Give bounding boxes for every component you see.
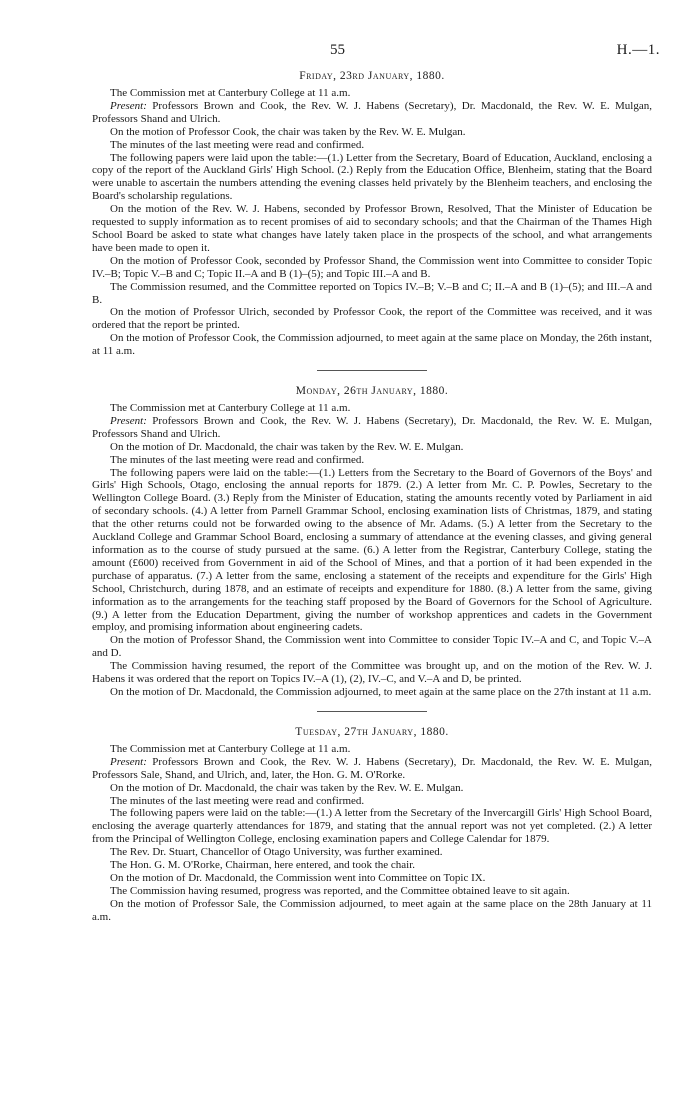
minutes-paragraph	[92, 415, 652, 441]
minutes-paragraph	[92, 885, 652, 898]
paragraph-text: On the motion of Professor Ulrich, seconded by Professor Cook, the report of the Committee was received, and it was ordered that the report be printed.	[92, 306, 652, 332]
paragraph-text: On the motion of Dr. Macdonald, the chair was taken by the Rev. W. E. Mulgan.	[110, 781, 464, 794]
meeting-date-heading: Friday, 23rd January, 1880.	[299, 70, 445, 82]
paragraph-text: Professors Brown and Cook, the Rev. W. J. Habens (Secretary), Dr. Macdonald, the Rev. W. E. Mulgan, Professors Shand and Ulrich.	[92, 99, 652, 125]
paragraph-text: The minutes of the last meeting were read and confirmed.	[110, 138, 365, 151]
minutes-paragraph	[92, 100, 652, 126]
paragraph-text: On the motion of Professor Cook, the Commission adjourned, to meet again at the same place on Monday, the 26th instant, at 11 a.m.	[92, 332, 652, 358]
minutes-body	[92, 70, 652, 924]
paragraph-text: On the motion of Professor Sale, the Commission adjourned, to meet again at the same place on the 28th January at 11 a.m.	[92, 897, 652, 923]
paragraph-text: The Commission met at Canterbury College at 11 a.m.	[110, 87, 351, 99]
paragraph-text: On the motion of Dr. Macdonald, the chair was taken by the Rev. W. E. Mulgan.	[110, 440, 464, 453]
minutes-paragraph	[92, 441, 652, 454]
meeting-section	[92, 726, 652, 924]
page-header	[0, 42, 700, 62]
document-reference: H.—1.	[616, 42, 660, 58]
paragraph-text: On the motion of Professor Cook, seconded by Professor Shand, the Commission went into Committee to consider Topic IV.–B; Topic V.–B and C; Topic II.–A and B (1)–(5); and Topic III.–A and B.	[92, 254, 652, 280]
paragraph-text: On the motion of Dr. Macdonald, the Commission adjourned, to meet again at the same place on the 27th instant at 11 a.m.	[110, 685, 652, 698]
page-number: 55	[330, 42, 345, 58]
minutes-paragraph	[92, 402, 652, 415]
paragraph-text: On the motion of Dr. Macdonald, the Commission went into Committee on Topic IX.	[110, 871, 486, 884]
paragraph-text: The minutes of the last meeting were read and confirmed.	[110, 453, 365, 466]
paragraph-text: The Commission met at Canterbury College at 11 a.m.	[110, 402, 351, 415]
minutes-paragraph	[92, 660, 652, 686]
minutes-paragraph	[92, 872, 652, 885]
paragraph-text: The following papers were laid on the table:—(1.) A letter from the Secretary of the Invercargill Girls' High School Board, enclosing the average quarterly attendances for 1879, and stating that the annual report was not yet completed. (2.) A letter from the Principal of Wellington College, enclosing examination papers and College Calendar for 1879.	[92, 807, 652, 846]
paragraph-text: On the motion of the Rev. W. J. Habens, seconded by Professor Brown, Resolved, That the Minister of Education be requested to supply information as to recent promises of aid to secondary schools; and that the Chairman of the Thames High School Board be asked to state what changes have lately taken place in the prospects of the school, and what arrangements have been made to open it.	[92, 203, 652, 254]
minutes-paragraph	[92, 807, 652, 846]
paragraph-text: The Commission resumed, and the Committee reported on Topics IV.–B; V.–B and C; II.–A and B (1)–(5); and III.–A and B.	[92, 280, 652, 306]
meeting-section	[92, 385, 652, 699]
paragraph-text: On the motion of Professor Shand, the Commission went into Committee to consider Topic IV.–A and C, and Topic V.–A and D.	[92, 634, 652, 660]
minutes-paragraph	[92, 859, 652, 872]
minutes-paragraph	[92, 332, 652, 358]
minutes-paragraph	[92, 846, 652, 859]
minutes-paragraph	[92, 454, 652, 467]
minutes-paragraph	[92, 743, 652, 756]
minutes-paragraph	[92, 126, 652, 139]
meeting-date-heading: Tuesday, 27th January, 1880.	[295, 725, 449, 738]
minutes-paragraph	[92, 686, 652, 699]
paragraph-text: The minutes of the last meeting were read and confirmed.	[110, 794, 365, 807]
paragraph-text: The Commission met at Canterbury College at 11 a.m.	[110, 742, 351, 755]
paragraph-text: The following papers were laid on the table:—(1.) Letters from the Secretary to the Board of Governors of the Boys' and Girls' High Schools, Otago, enclosing the annual reports for 1879. (2.) A letter from Mr. C. P. Powles, Secretary to the Wellington College Board. (3.) Reply from the Minister of Education, stating the amounts recently voted by Parliament in aid of secondary schools. (4.) A letter from Parnell Grammar School, enclosing examination lists of Christmas, 1879, and stating that the other returns could not be forwarded owing to the absence of Mr. Adams. (5.) A letter from the Secretary to the Auckland College and Grammar School Board, enclosing a summary of attendance at the evening classes, and giving general information as to the course of study pursued at the same. (6.) A letter from the Registrar, Canterbury College, stating the amount (£600) received from Government in aid of the School of Mines, and that a portion of it had been expended in the purchase of apparatus. (7.) A letter from the same, enclosing a statement of the receipts and expenditure for the Girls' High School, Christchurch, during 1878, and an estimate of receipts and expenditure for 1880. (8.) A letter from the same, giving information as to the arrangements for the teaching staff proposed by the Board of Governors for the School of Agriculture. (9.) A letter from the Education Department, giving the number of workshop apprentices and cadets in the Government employ, and promising information about engineering cadets.	[92, 466, 652, 634]
paragraph-text: The Rev. Dr. Stuart, Chancellor of Otago University, was further examined.	[110, 846, 443, 859]
paragraph-text: The Commission having resumed, the report of the Committee was brought up, and on the motion of the Rev. W. J. Habens it was ordered that the report on Topics IV.–A (1), (2), IV.–C, and V.–A and D, be printed.	[92, 660, 652, 686]
paragraph-text: Professors Brown and Cook, the Rev. W. J. Habens (Secretary), Dr. Macdonald, the Rev. W. E. Mulgan, Professors Shand and Ulrich.	[92, 414, 652, 440]
meeting-section	[92, 70, 652, 358]
minutes-paragraph	[92, 795, 652, 808]
minutes-paragraph	[92, 898, 652, 924]
minutes-paragraph	[92, 152, 652, 204]
minutes-paragraph	[92, 139, 652, 152]
minutes-paragraph	[92, 281, 652, 307]
paragraph-text: The Commission having resumed, progress was reported, and the Committee obtained leave to sit again.	[110, 884, 570, 897]
minutes-paragraph	[92, 306, 652, 332]
minutes-paragraph	[92, 203, 652, 255]
minutes-paragraph	[92, 87, 652, 100]
meeting-date-heading: Monday, 26th January, 1880.	[295, 385, 449, 398]
minutes-paragraph	[92, 634, 652, 660]
minutes-paragraph	[92, 756, 652, 782]
present-label: Present:	[110, 414, 147, 427]
section-divider	[317, 370, 427, 371]
present-label: Present:	[110, 99, 147, 112]
paragraph-text: The Hon. G. M. O'Rorke, Chairman, here entered, and took the chair.	[110, 859, 416, 872]
minutes-paragraph	[92, 467, 652, 635]
paragraph-text: The following papers were laid upon the table:—(1.) Letter from the Secretary, Board of Education, Auckland, enclosing a copy of the report of the Auckland Girls' High School. (2.) Reply from the Education Office, Blenheim, stating that the Board were unable to ascertain the numbers attending the evening classes held privately by the Blenheim teachers, and enclosing the Board's scholarship regulations.	[92, 151, 652, 203]
minutes-paragraph	[92, 255, 652, 281]
minutes-paragraph	[92, 782, 652, 795]
paragraph-text: Professors Brown and Cook, the Rev. W. J. Habens (Secretary), Dr. Macdonald, the Rev. W. E. Mulgan, Professors Sale, Shand, and Ulrich, and, later, the Hon. G. M. O'Rorke.	[92, 755, 652, 781]
paragraph-text: On the motion of Professor Cook, the chair was taken by the Rev. W. E. Mulgan.	[110, 125, 466, 138]
present-label: Present:	[110, 755, 147, 768]
section-divider	[317, 711, 427, 712]
